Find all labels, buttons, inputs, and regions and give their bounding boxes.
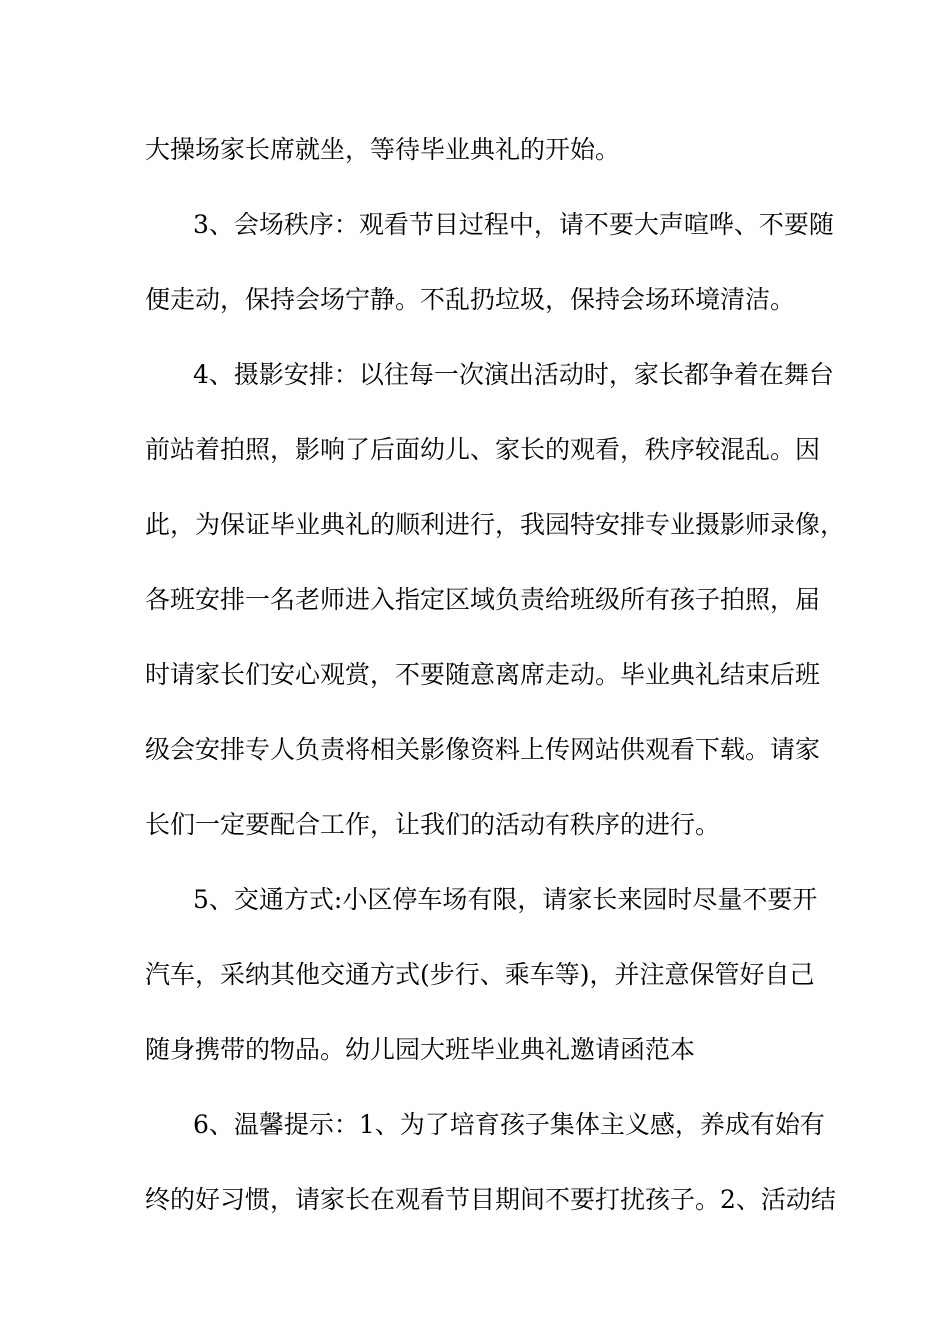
text-line: 随身携带的物品。幼儿园大班毕业典礼邀请函范本 bbox=[145, 1035, 696, 1064]
text-line: 此，为保证毕业典礼的顺利进行，我园特安排专业摄影师录像， bbox=[145, 510, 846, 539]
text-line: 时请家长们安心观赏，不要随意离席走动。毕业典礼结束后班 bbox=[145, 660, 821, 689]
paragraph-start-line: 3、会场秩序：观看节目过程中，请不要大声喧哗、不要随 bbox=[193, 210, 834, 239]
text-line: 便走动，保持会场宁静。不乱扔垃圾，保持会场环境清洁。 bbox=[145, 285, 796, 314]
text-line: 各班安排一名老师进入指定区域负责给班级所有孩子拍照，届 bbox=[145, 585, 821, 614]
paragraph-start-line: 4、摄影安排：以往每一次演出活动时，家长都争着在舞台 bbox=[193, 360, 834, 389]
paragraph-start-line: 6、温馨提示：1、为了培育孩子集体主义感，养成有始有 bbox=[193, 1110, 825, 1139]
text-line: 长们一定要配合工作，让我们的活动有秩序的进行。 bbox=[145, 810, 721, 839]
text-line: 终的好习惯，请家长在观看节目期间不要打扰孩子。2、活动结 bbox=[145, 1185, 836, 1214]
text-line: 前站着拍照，影响了后面幼儿、家长的观看，秩序较混乱。因 bbox=[145, 435, 821, 464]
paragraph-start-line: 5、交通方式:小区停车场有限，请家长来园时尽量不要开 bbox=[193, 885, 818, 914]
text-line: 大操场家长席就坐，等待毕业典礼的开始。 bbox=[145, 135, 621, 164]
text-line: 汽车，采纳其他交通方式(步行、乘车等)，并注意保管好自己 bbox=[145, 960, 815, 989]
text-line: 级会安排专人负责将相关影像资料上传网站供观看下载。请家 bbox=[145, 735, 821, 764]
